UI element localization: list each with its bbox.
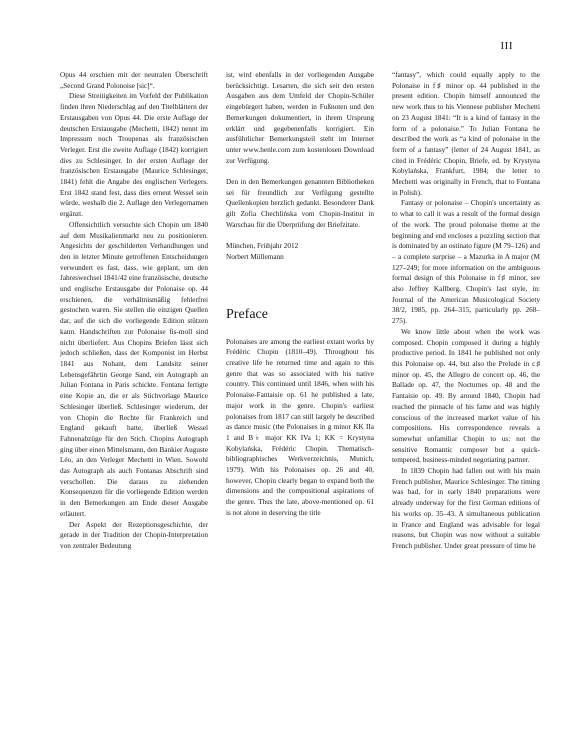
paragraph: Opus 44 erschien mit der neutralen Überschrift „Second Grand Polonoise [sic]“.	[60, 71, 208, 90]
column-right	[392, 70, 540, 552]
paragraph: “fantasy”, which could equally apply to the Polonaise in f♯ minor op. 44 published in the present edition. Chopin himself announced the new work thus to his Viennese publisher Mechetti on 23 August 1841: “It is a kind of fantasy in the form of a polonaise.” To Julian Fontana he described the work as “a kind of polonaise in the form of a fantasy” (letter of 24 August 1841, as cited in Frédéric Chopin, Briefe, ed. by Krystyna Kobylańska, Frankfurt, 1984; the letter to Mechetti was originally in French, that to Fontana in Polish).	[392, 71, 540, 197]
paragraph: Offensichtlich versuchte sich Chopin um 1840 auf dem Musikalienmarkt neu zu positionieren. Angesichts der geschilderten Verhandlungen und den in letzter Minute getroffenen Entscheidungen verwundert es fast, dass, wie geplant, um den Jahreswechsel 1841/42 eine französische, deutsche und englische Erstausgabe der Polonaise op. 44 erschienen, die verhältnismäßig fehlerfrei gestochen waren. Sie stellen die einzigen Quellen dar, auf die sich die vorliegende Edition stützen kann. Handschriften zur Polonaise fis-moll sind nicht überliefert. Aus Chopins Briefen lässt sich jedoch schließen, dass der Komponist im Herbst 1841 aus Nohant, dem Landsitz seiner Lebensgefährtin George Sand, ein Autograph an Julian Fontana in Paris schickte. Fontana fertigte eine Kopie an, die er als Stichvorlage Maurice Schlesinger überließ. Schlesinger wiederum, der von Chopin die Rechte für Frankreich und England gekauft hatte, überließ Wessel Fahnenabzüge für den Stich. Chopins Autograph ging über einen Mittelsmann, den Bankier Auguste Léo, an den Verleger Mechetti in Wien. Sowohl das Autograph als auch Fontanas Abschrift sind verschollen. Die daraus zu ziehenden Konsequenzen für die vorliegende Edition werden in den Bemerkungen am Ende dieser Ausgabe erläutert.	[60, 220, 208, 518]
signature-author: Norbert Müllemann	[226, 252, 284, 261]
paragraph: Den in den Bemerkungen genannten Bibliotheken sei für freundlich zur Verfügung gestellte Quellenkopien herzlich gedankt. Besonderer Dank gilt Zofia Chechlińska vom Chopin-Institut in Warschau für die Überprüfung der Briefzitate.	[226, 178, 374, 229]
page-number: III	[500, 40, 513, 52]
signature	[226, 241, 374, 262]
column-left	[60, 70, 208, 552]
section-heading-preface: Preface	[226, 306, 268, 322]
column-middle	[226, 70, 374, 519]
paragraph: Diese Streitigkeiten im Vorfeld der Publikation finden ihren Niederschlag auf den Titelblättern der Erstausgaben von Opus 44. Die erste Auflage der deutschen Erstausgabe (Mechetti, 1842) nennt im Impressum noch Troupenas als französischen Verleger. Erst die zweite Auflage (1842) korrigiert dies zu Schlesinger. In der ersten Auflage der französischen Erstausgabe (Maurice Schlesinger, 1841) fehlt die Angabe des englischen Verlegers. Erst 1842 stand fest, dass dies erneut Wessel sein würde, weshalb die 2. Auflage den Verlegernamen ergänzt.	[60, 92, 208, 219]
paragraph: ist, wird ebenfalls in der vorliegenden Ausgabe berücksichtigt. Lesarten, die sich seit den ersten Ausgaben aus dem Umfeld der Chopin-Schüler eingebürgert haben, werden in Fußnoten und den Bemerkungen dokumentiert, in ihrem Ursprung erklärt und gegebenenfalls korrigiert. Ein ausführlicher Bemerkungsteil steht im Internet unter www.henle.com zum kostenlosen Download zur Verfügung.	[226, 71, 374, 165]
paragraph: Der Aspekt der Rezeptionsgeschichte, der gerade in der Tradition der Chopin-Interpretation von zentraler Bedeutung	[60, 520, 208, 550]
paragraph: We know little about when the work was composed. Chopin composed it during a highly productive period. In 1841 he published not only this Polonaise op. 44, but also the Prelude in c♯ minor op. 45, the Allegro de concert op. 46, the Ballade op. 47, the Nocturnes op. 48 and the Fantaisie op. 49. By around 1840, Chopin had reached the pinnacle of his fame and was highly conscious of the increased market value of his compositions. His correspondence reveals a somewhat unfamiliar Chopin to us: not the sensitive Romantic composer but a quick-tempered, business-minded negotiating partner.	[392, 327, 540, 465]
paragraph: Fantasy or polonaise – Chopin's uncertainty as to what to call it was a result of the formal design of the work. The proud polonaise theme at the beginning and end encloses a puzzling section that is dominated by an ostinato figure (M 79–126) and – a complete surprise – a Mazurka in A major (M 127–249; for more information on the ambiguous formal design of this Polonaise in f♯ minor, see also Jeffrey Kallberg, Chopin's last style, in: Journal of the American Musicological Society 38/2, 1985, pp. 264–315, particularly pp. 268–275).	[392, 199, 540, 326]
signature-place-date: München, Frühjahr 2012	[226, 242, 299, 251]
paragraph: Polonaises are among the earliest extant works by Frédéric Chopin (1810–49). Throughout his creative life he returned time and again to this genre that was so associated with his native country. This continued until 1846, when with his Polonaise-Fantaisie op. 61 he published a late, major work in the genre. Chopin's earliest polonaises from 1817 can still largely be described as dance music (the Polonaises in g minor KK IIa 1 and B♭ major KK IVa 1; KK = Krystyna Kobylańska, Frédéric Chopin. Thematisch-bibliographisches Werkverzeichnis, Munich, 1979). With his Polonaises op. 26 and 40, however, Chopin clearly began to expand both the dimensions and the compositional aspirations of the genre. Thus the late, above-mentioned op. 61 is not alone in deserving the title	[226, 337, 374, 517]
paragraph: In 1839 Chopin had fallen out with his main French publisher, Maurice Schlesinger. The timing was bad, for in early 1840 preparations were already underway for the first German editions of his works op. 35–43. A simultaneous publication in France and England was advisable for legal reasons, but Chopin was now without a suitable French publisher. Under great pressure of time he	[392, 467, 540, 550]
